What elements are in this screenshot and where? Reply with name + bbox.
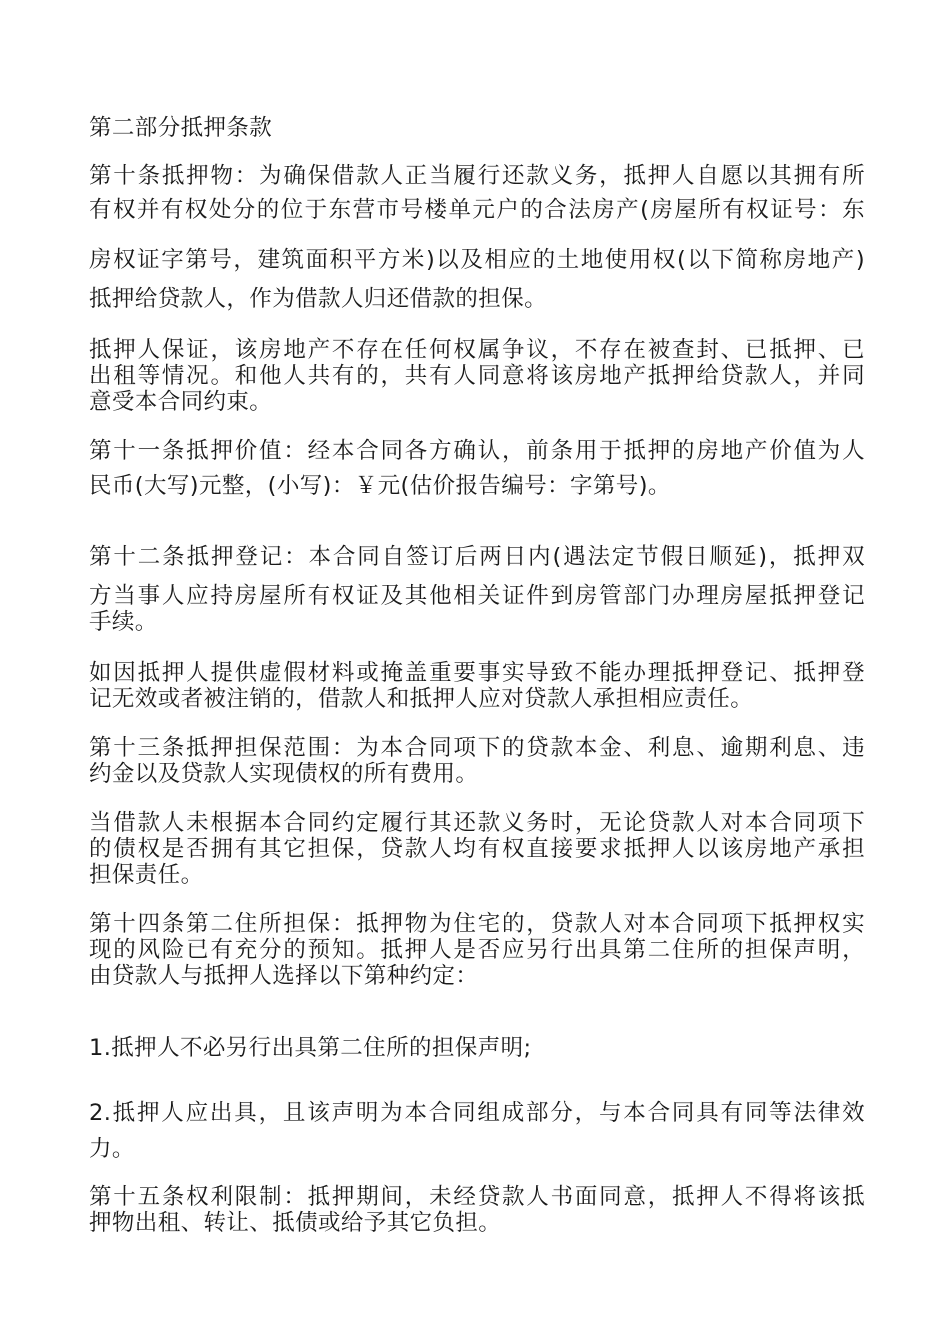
text-line: 由贷款人与抵押人选择以下第种约定： bbox=[89, 963, 479, 989]
text-line: 如因抵押人提供虚假材料或掩盖重要事实导致不能办理抵押登记、抵押登 bbox=[89, 660, 865, 686]
text-line: 第十四条第二住所担保：抵押物为住宅的，贷款人对本合同项下抵押权实 bbox=[89, 911, 865, 937]
text-line: 第十条抵押物：为确保借款人正当履行还款义务，抵押人自愿以其拥有所 bbox=[89, 163, 865, 189]
text-line: 当借款人未根据本合同约定履行其还款义务时，无论贷款人对本合同项下 bbox=[89, 810, 865, 836]
document-page bbox=[89, 0, 865, 1344]
text-line: 抵押人保证，该房地产不存在任何权属争议，不存在被查封、已抵押、已 bbox=[89, 337, 865, 363]
text-line: 约金以及贷款人实现债权的所有费用。 bbox=[89, 761, 479, 787]
list-item: 1.抵押人不必另行出具第二住所的担保声明; bbox=[89, 1035, 532, 1061]
text-line: 第十五条权利限制：抵押期间，未经贷款人书面同意，抵押人不得将该抵 bbox=[89, 1184, 865, 1210]
text-line: 第十一条抵押价值：经本合同各方确认，前条用于抵押的房地产价值为人 bbox=[89, 438, 865, 464]
section-heading: 第二部分抵押条款 bbox=[89, 115, 273, 141]
text-line: 押物出租、转让、抵债或给予其它负担。 bbox=[89, 1210, 502, 1236]
text-line: 的债权是否拥有其它担保，贷款人均有权直接要求抵押人以该房地产承担 bbox=[89, 836, 865, 862]
text-line: 有权并有权处分的位于东营市号楼单元户的合法房产(房屋所有权证号：东 bbox=[89, 197, 865, 223]
text-line: 民币(大写)元整，(小写)：￥元(估价报告编号：字第号)。 bbox=[89, 473, 671, 499]
text-line: 第十二条抵押登记：本合同自签订后两日内(遇法定节假日顺延)，抵押双 bbox=[89, 544, 865, 570]
list-item: 2.抵押人应出具，且该声明为本合同组成部分，与本合同具有同等法律效 bbox=[89, 1100, 865, 1126]
text-line: 现的风险已有充分的预知。抵押人是否应另行出具第二住所的担保声明， bbox=[89, 937, 865, 963]
text-line: 手续。 bbox=[89, 609, 158, 635]
text-line: 意受本合同约束。 bbox=[89, 389, 273, 415]
text-line: 方当事人应持房屋所有权证及其他相关证件到房管部门办理房屋抵押登记 bbox=[89, 583, 865, 609]
text-line: 第十三条抵押担保范围：为本合同项下的贷款本金、利息、逾期利息、违 bbox=[89, 735, 865, 761]
text-line: 房权证字第号，建筑面积平方米)以及相应的土地使用权(以下简称房地产) bbox=[89, 247, 865, 273]
list-item-continuation: 力。 bbox=[89, 1136, 135, 1162]
text-line: 出租等情况。和他人共有的，共有人同意将该房地产抵押给贷款人，并同 bbox=[89, 363, 865, 389]
text-line: 担保责任。 bbox=[89, 862, 204, 888]
text-line: 抵押给贷款人，作为借款人归还借款的担保。 bbox=[89, 286, 548, 312]
text-line: 记无效或者被注销的，借款人和抵押人应对贷款人承担相应责任。 bbox=[89, 686, 754, 712]
